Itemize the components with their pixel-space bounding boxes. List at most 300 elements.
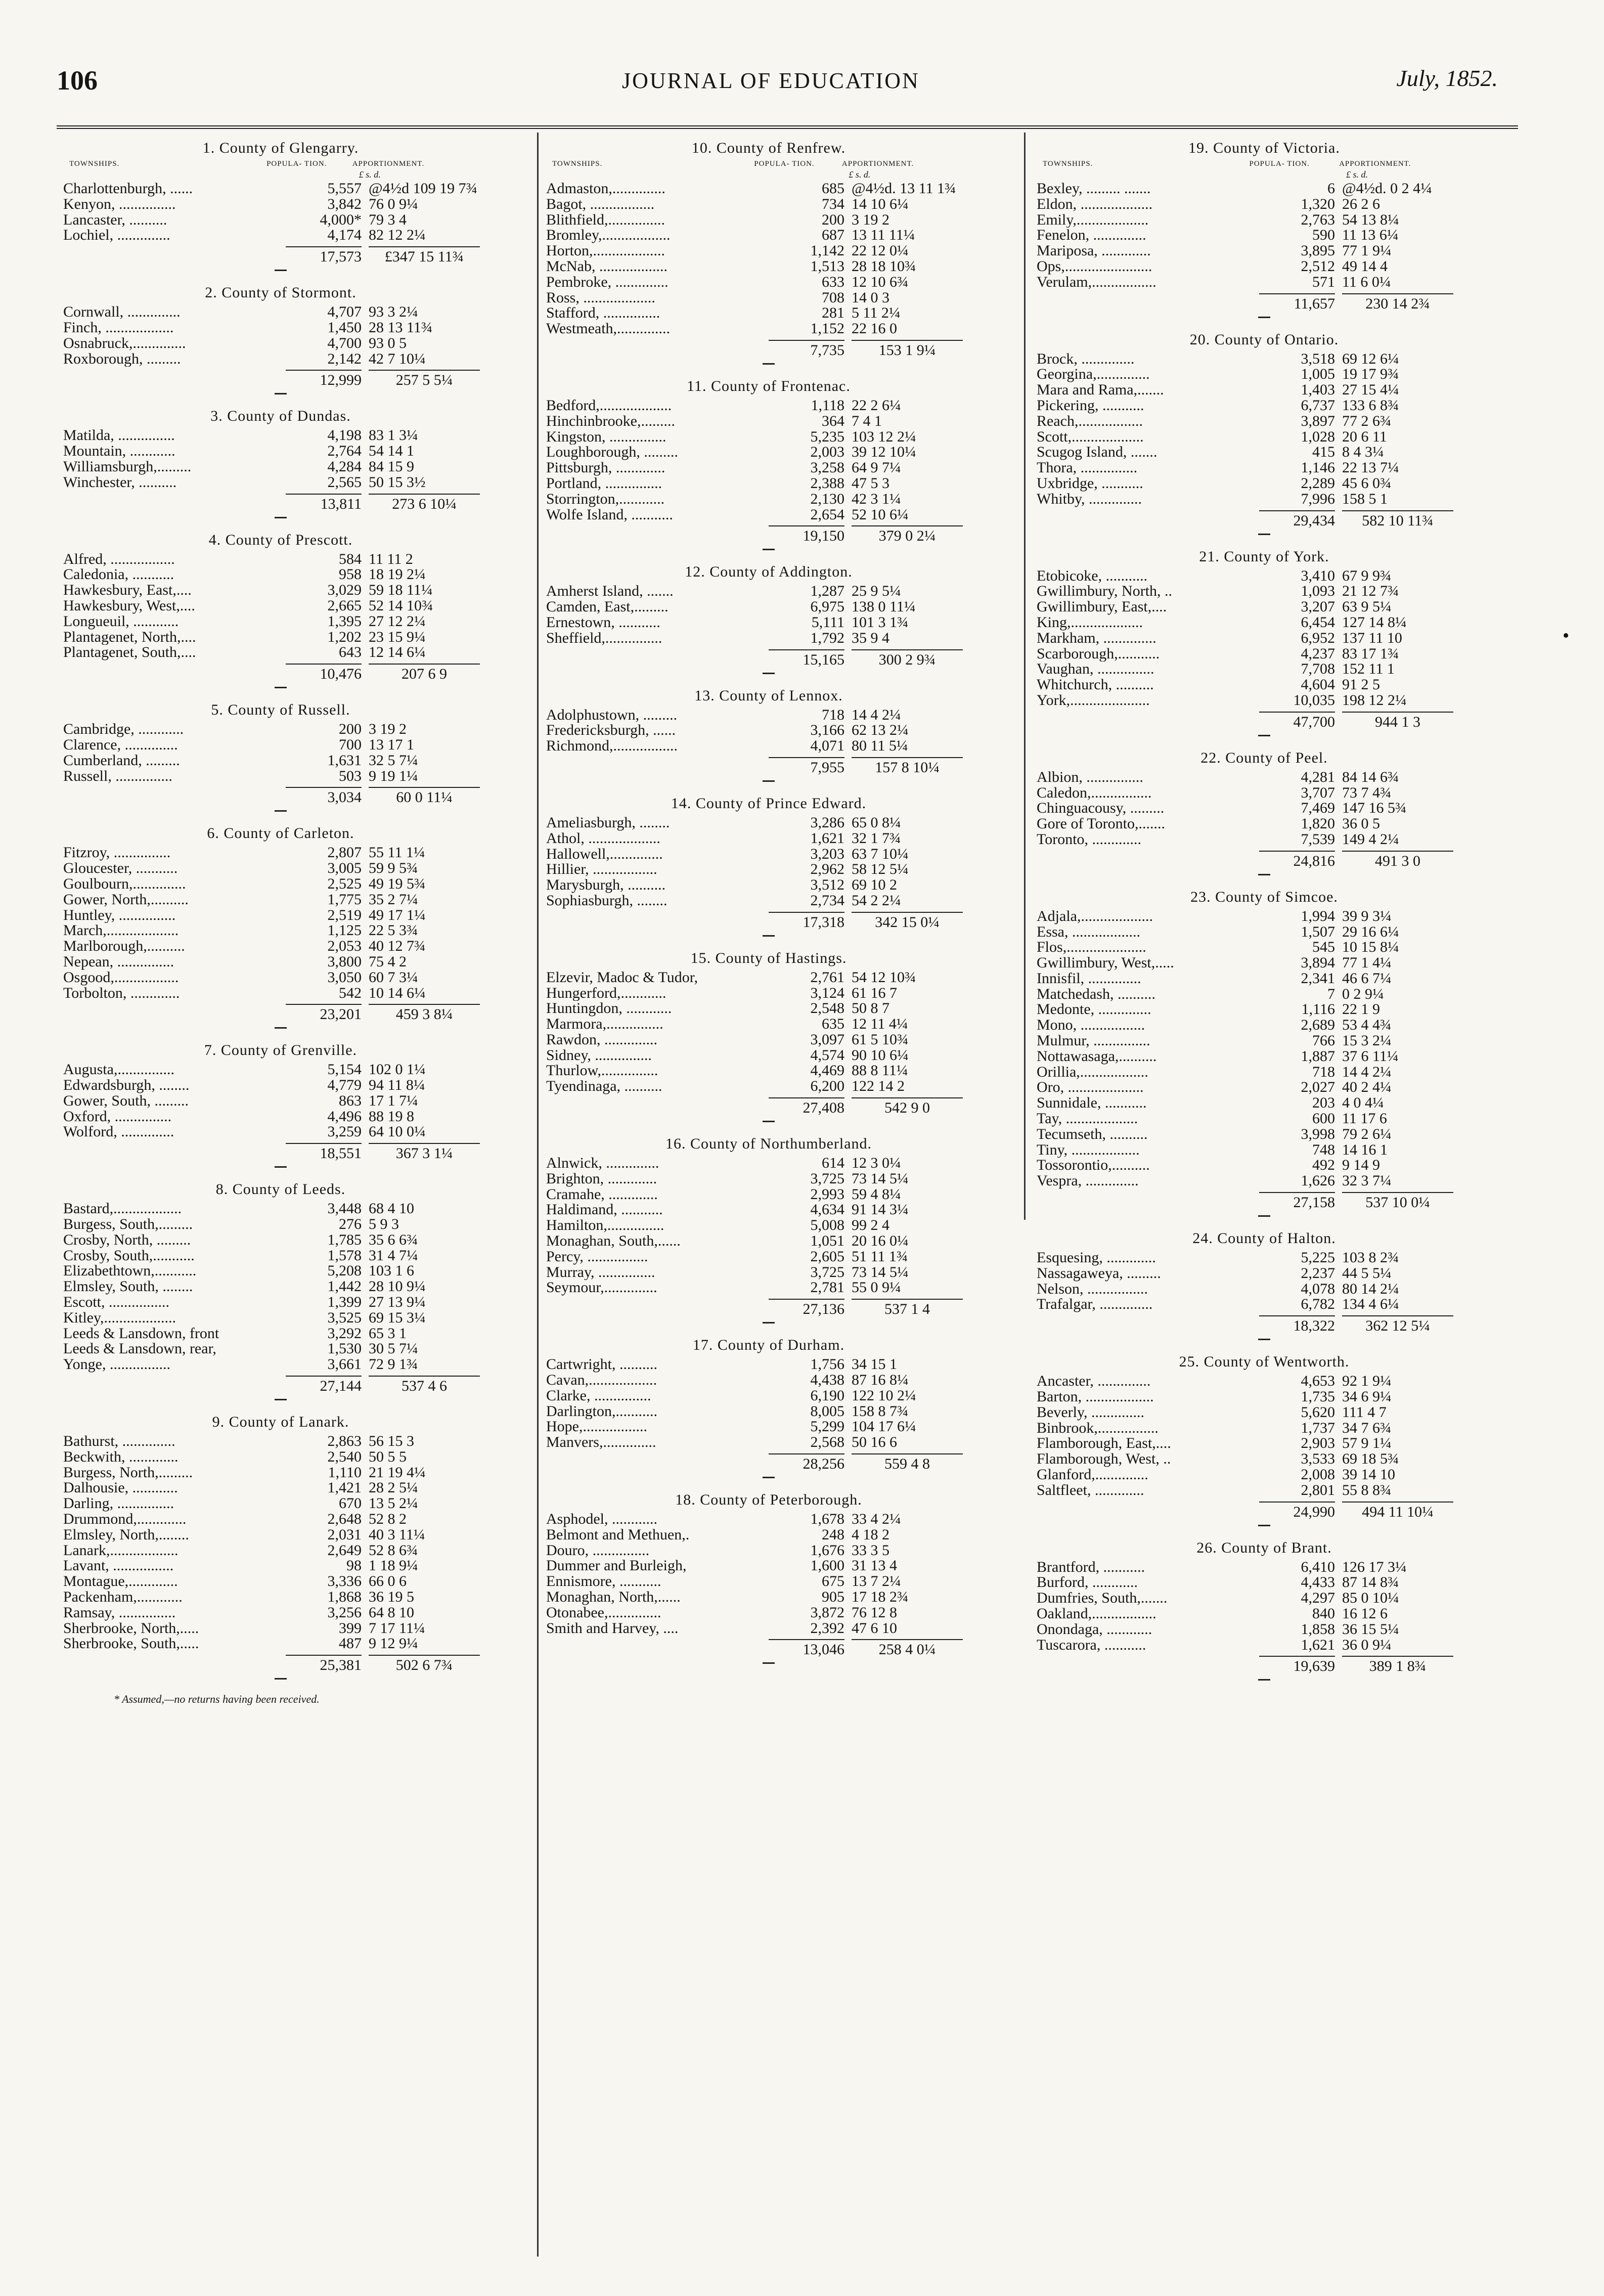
population-value: 1,631 bbox=[327, 752, 362, 769]
total-spacer bbox=[1037, 1502, 1259, 1521]
population-value: 1,125 bbox=[327, 922, 362, 939]
township-name: Cambridge, ............ bbox=[63, 722, 184, 737]
apportionment-value: 28 10 9¼ bbox=[369, 1279, 426, 1295]
population-value: 2,008 bbox=[1301, 1466, 1335, 1483]
apportionment-value: 17 1 7¼ bbox=[369, 1093, 418, 1109]
apportionment-value: 47 6 10 bbox=[852, 1620, 897, 1637]
apportionment-value: 79 3 4 bbox=[369, 212, 407, 228]
population-value: 2,548 bbox=[810, 1000, 844, 1017]
township-row bbox=[63, 304, 498, 320]
township-name: Gloucester, ........... bbox=[63, 861, 178, 876]
county-total bbox=[1037, 1192, 1492, 1211]
population-value: 2,130 bbox=[810, 490, 844, 507]
section-dash bbox=[1258, 1679, 1270, 1681]
population-value: 5,225 bbox=[1301, 1249, 1335, 1266]
township-row bbox=[63, 1449, 498, 1465]
apportionment-value: @4½d. 0 2 4¼ bbox=[1342, 181, 1432, 197]
total-apportionment: 258 4 0¼ bbox=[852, 1639, 963, 1658]
township-name: York,..................... bbox=[1037, 692, 1150, 709]
population-value: 2,761 bbox=[810, 968, 844, 986]
population-value: 1,507 bbox=[1301, 923, 1335, 940]
township-row bbox=[546, 1558, 991, 1574]
apportionment-value: 31 4 7¼ bbox=[369, 1248, 418, 1264]
township-name: Mara and Rama,....... bbox=[1037, 382, 1164, 398]
township-row bbox=[546, 1512, 991, 1527]
township-name: Amherst Island, ....... bbox=[546, 584, 674, 600]
township-name: Camden, East,......... bbox=[546, 599, 669, 615]
apportionment-value: 36 19 5 bbox=[369, 1589, 414, 1605]
township-name: Flamborough, West, .. bbox=[1037, 1451, 1171, 1468]
township-row bbox=[546, 1265, 991, 1281]
township-name: Beckwith, ............. bbox=[63, 1449, 179, 1465]
population-value: 635 bbox=[822, 1015, 844, 1033]
county-section bbox=[546, 378, 991, 550]
township-row bbox=[1037, 1606, 1492, 1622]
townships-heading: TOWNSHIPS. bbox=[69, 160, 120, 168]
population-value: 4,198 bbox=[327, 427, 362, 444]
currency-units-label: £ s. d. bbox=[1346, 169, 1368, 180]
township-name: Edwardsburgh, ........ bbox=[63, 1078, 190, 1093]
total-spacer bbox=[546, 649, 769, 669]
apportionment-value: 3 19 2 bbox=[852, 212, 889, 228]
apportionment-value: 76 12 8 bbox=[852, 1605, 897, 1621]
townships-heading: TOWNSHIPS. bbox=[1043, 160, 1093, 168]
township-row bbox=[546, 1435, 991, 1450]
county-title: 3. County of Dundas. bbox=[210, 408, 351, 425]
population-value: 614 bbox=[822, 1155, 844, 1172]
apportionment-value: 99 2 4 bbox=[852, 1218, 889, 1234]
township-name: King,................... bbox=[1037, 614, 1143, 631]
county-section bbox=[546, 795, 991, 937]
apportionment-value: 37 6 11¼ bbox=[1342, 1048, 1399, 1065]
apportionment-value: 75 4 2 bbox=[369, 954, 407, 970]
township-row bbox=[63, 1636, 498, 1652]
township-row bbox=[63, 630, 498, 645]
apportionment-value: 60 7 3¼ bbox=[369, 969, 418, 986]
township-row bbox=[1037, 351, 1492, 367]
apportionment-value: 77 2 6¾ bbox=[1342, 413, 1392, 429]
apportionment-value: 158 5 1 bbox=[1342, 491, 1388, 507]
township-name: Bromley,.................. bbox=[546, 228, 671, 244]
township-row bbox=[63, 1124, 498, 1140]
township-name: Belmont and Methuen,. bbox=[546, 1527, 690, 1543]
population-value: 2,763 bbox=[1301, 211, 1335, 228]
township-name: Asphodel, ............ bbox=[546, 1512, 657, 1527]
population-value: 2,237 bbox=[1301, 1264, 1335, 1282]
total-population: 13,811 bbox=[286, 494, 362, 513]
population-value: 503 bbox=[339, 767, 362, 784]
apportionment-value: 42 3 1¼ bbox=[852, 491, 901, 507]
apportionment-value: 111 4 7 bbox=[1342, 1404, 1387, 1421]
total-apportionment: 582 10 11¾ bbox=[1342, 510, 1453, 529]
apportionment-value: 33 3 5 bbox=[852, 1542, 889, 1559]
township-name: Oakland,................. bbox=[1037, 1606, 1156, 1622]
county-section bbox=[1037, 1230, 1492, 1340]
county-total bbox=[1037, 712, 1492, 731]
township-name: Etobicoke, ........... bbox=[1037, 568, 1148, 584]
apportionment-value: 9 14 9 bbox=[1342, 1158, 1380, 1174]
population-value: 3,725 bbox=[810, 1263, 844, 1281]
county-section bbox=[546, 1491, 991, 1664]
apportionment-value: 13 5 2¼ bbox=[369, 1496, 418, 1512]
population-value: 4,281 bbox=[1301, 768, 1335, 785]
township-name: Essa, .................. bbox=[1037, 924, 1140, 940]
population-value: 718 bbox=[822, 706, 844, 723]
township-name: Brantford, ........... bbox=[1037, 1559, 1145, 1575]
apportionment-value: 21 12 7¾ bbox=[1342, 584, 1399, 600]
township-name: Adolphustown, ......... bbox=[546, 707, 678, 723]
township-name: Fredericksburgh, ...... bbox=[546, 723, 676, 739]
apportionment-value: 65 3 1 bbox=[369, 1326, 407, 1342]
population-value: 2,648 bbox=[327, 1511, 362, 1528]
township-row bbox=[546, 615, 991, 631]
section-dash bbox=[1258, 317, 1270, 318]
apportionment-value: 21 19 4¼ bbox=[369, 1465, 426, 1481]
township-name: Percy, ................ bbox=[546, 1249, 648, 1265]
township-name: Scott,................... bbox=[1037, 429, 1144, 445]
township-row bbox=[63, 567, 498, 583]
population-value: 5,557 bbox=[327, 180, 362, 197]
apportionment-value: 103 8 2¾ bbox=[1342, 1250, 1399, 1266]
township-row bbox=[1037, 367, 1492, 382]
population-value: 590 bbox=[1312, 227, 1335, 244]
county-section bbox=[546, 1337, 991, 1478]
apportionment-value: 0 2 9¼ bbox=[1342, 986, 1384, 1002]
township-row bbox=[546, 847, 991, 862]
township-name: Mariposa, ............. bbox=[1037, 243, 1151, 259]
total-population: 12,999 bbox=[286, 370, 362, 389]
population-value: 1,513 bbox=[810, 257, 844, 275]
apportionment-value: 52 8 6¾ bbox=[369, 1542, 418, 1559]
township-row bbox=[1037, 1173, 1492, 1189]
township-row bbox=[1037, 1451, 1492, 1467]
township-name: Elzevir, Madoc & Tudor, bbox=[546, 969, 698, 986]
apportionment-value: 22 2 6¼ bbox=[852, 398, 901, 414]
total-spacer bbox=[63, 1655, 286, 1674]
township-name: Clarke, ............... bbox=[546, 1388, 651, 1404]
township-name: Barton, .................. bbox=[1037, 1389, 1154, 1405]
township-row bbox=[1037, 1142, 1492, 1158]
township-name: Montague,............. bbox=[63, 1574, 178, 1590]
township-row bbox=[1037, 1622, 1492, 1638]
apportionment-value: 3 19 2 bbox=[369, 722, 407, 737]
township-row bbox=[546, 970, 991, 986]
total-population: 19,150 bbox=[769, 525, 844, 545]
total-population: 7,735 bbox=[769, 340, 844, 359]
county-title: 25. County of Wentworth. bbox=[1179, 1353, 1350, 1371]
total-apportionment: 342 15 0¼ bbox=[852, 912, 963, 931]
township-name: Reach,................. bbox=[1037, 413, 1143, 429]
population-value: 3,518 bbox=[1301, 350, 1335, 367]
apportionment-value: 127 14 8¼ bbox=[1342, 614, 1407, 631]
population-value: 10,035 bbox=[1293, 691, 1335, 709]
apportionment-value: 14 10 6¼ bbox=[852, 196, 909, 212]
population-value: 3,256 bbox=[327, 1604, 362, 1621]
apportionment-value: 83 17 1¾ bbox=[1342, 646, 1399, 662]
total-apportionment: 389 1 8¾ bbox=[1342, 1656, 1453, 1675]
township-row bbox=[63, 753, 498, 769]
population-value: 2,689 bbox=[1301, 1017, 1335, 1034]
township-row bbox=[1037, 1127, 1492, 1142]
population-value: 700 bbox=[339, 736, 362, 753]
population-value: 2,605 bbox=[810, 1248, 844, 1265]
population-heading: POPULA- TION. bbox=[754, 160, 815, 168]
township-name: Cumberland, ......... bbox=[63, 753, 180, 769]
apportionment-value: 39 12 10¼ bbox=[852, 445, 916, 461]
township-row bbox=[546, 1187, 991, 1203]
apportionment-value: 44 5 5¼ bbox=[1342, 1265, 1392, 1282]
apportionment-value: 73 14 5¼ bbox=[852, 1264, 909, 1281]
column-headings bbox=[546, 160, 991, 168]
apportionment-value: 32 3 7¼ bbox=[1342, 1173, 1392, 1189]
township-name: Whitby, .............. bbox=[1037, 491, 1142, 507]
township-name: Medonte, .............. bbox=[1037, 1002, 1151, 1018]
county-section bbox=[1037, 140, 1492, 318]
apportionment-value: 61 16 7 bbox=[852, 985, 897, 1001]
township-name: Sophiasburgh, ........ bbox=[546, 893, 667, 909]
township-name: Vespra, .............. bbox=[1037, 1173, 1139, 1189]
total-apportionment: £347 15 11¾ bbox=[369, 246, 480, 266]
county-total bbox=[546, 757, 991, 776]
apportionment-value: 50 15 3½ bbox=[369, 474, 426, 491]
apportionment-value: 80 14 2¼ bbox=[1342, 1281, 1399, 1297]
apportionment-value: 158 8 7¾ bbox=[852, 1403, 909, 1420]
apportionment-value: 51 11 1¾ bbox=[852, 1249, 908, 1265]
township-row bbox=[546, 1404, 991, 1420]
township-row bbox=[63, 428, 498, 444]
township-name: Sheffield,............... bbox=[546, 630, 662, 646]
township-name: Leeds & Lansdown, front bbox=[63, 1326, 219, 1342]
apportionment-value: 9 12 9¼ bbox=[369, 1636, 418, 1652]
county-section bbox=[546, 687, 991, 782]
units-spacer bbox=[63, 169, 359, 180]
township-name: Darlington,........... bbox=[546, 1403, 657, 1420]
township-name: Goulbourn,.............. bbox=[63, 876, 186, 892]
apportionment-value: 34 7 6¾ bbox=[1342, 1420, 1392, 1436]
township-name: Ramsay, ............... bbox=[63, 1605, 176, 1621]
township-name: Scugog Island, ....... bbox=[1037, 445, 1157, 461]
township-name: Ops,....................... bbox=[1037, 258, 1152, 275]
apportionment-value: 45 6 0¾ bbox=[1342, 475, 1392, 492]
township-row bbox=[1037, 429, 1492, 445]
apportionment-value: 55 11 1¼ bbox=[369, 845, 425, 861]
township-name: Burford, ............ bbox=[1037, 1575, 1138, 1591]
population-value: 3,998 bbox=[1301, 1125, 1335, 1142]
population-value: 1,110 bbox=[328, 1464, 362, 1481]
population-value: 4,297 bbox=[1301, 1589, 1335, 1607]
township-name: Hillier, ................. bbox=[546, 862, 657, 878]
township-row bbox=[1037, 398, 1492, 414]
apportionment-value: 57 9 1¼ bbox=[1342, 1436, 1392, 1452]
population-value: 633 bbox=[822, 273, 844, 290]
total-population: 27,144 bbox=[286, 1376, 362, 1395]
population-value: 1,868 bbox=[327, 1588, 362, 1606]
township-row bbox=[1037, 460, 1492, 476]
township-name: Kenyon, ............... bbox=[63, 196, 176, 212]
total-spacer bbox=[63, 370, 286, 389]
township-row bbox=[546, 1032, 991, 1048]
population-value: 1,626 bbox=[1301, 1172, 1335, 1189]
township-name: Caledon,................ bbox=[1037, 785, 1152, 801]
apportionment-value: 126 17 3¼ bbox=[1342, 1559, 1407, 1575]
county-section bbox=[1037, 548, 1492, 736]
township-name: Longueuil, ............ bbox=[63, 613, 179, 630]
apportionment-value: 67 9 9¾ bbox=[1342, 568, 1392, 584]
population-value: 748 bbox=[1312, 1141, 1335, 1158]
county-total bbox=[1037, 1502, 1492, 1521]
township-name: Wolfe Island, ........... bbox=[546, 507, 673, 523]
population-value: 6,952 bbox=[1301, 629, 1335, 646]
township-row bbox=[1037, 599, 1492, 615]
township-row bbox=[1037, 1065, 1492, 1080]
township-row bbox=[546, 1218, 991, 1233]
township-name: Sherbrooke, North,..... bbox=[63, 1620, 199, 1637]
township-row bbox=[63, 1248, 498, 1264]
apportionment-value: 102 0 1¼ bbox=[369, 1062, 426, 1078]
township-row bbox=[1037, 1421, 1492, 1436]
apportionment-value: 73 14 5¼ bbox=[852, 1171, 909, 1187]
column-separator bbox=[1024, 133, 1026, 1220]
population-value: 1,676 bbox=[810, 1541, 844, 1559]
township-row bbox=[63, 1434, 498, 1449]
township-row bbox=[546, 1156, 991, 1171]
township-row bbox=[1037, 212, 1492, 228]
total-spacer bbox=[546, 757, 769, 776]
township-name: Hamilton,............... bbox=[546, 1218, 664, 1234]
county-section bbox=[63, 701, 498, 812]
apportionment-value: 77 1 9¼ bbox=[1342, 243, 1392, 259]
apportionment-value: 66 0 6 bbox=[369, 1574, 407, 1590]
apportionment-value: 133 6 8¾ bbox=[1342, 398, 1399, 414]
county-total bbox=[546, 1639, 991, 1658]
population-value: 2,781 bbox=[810, 1279, 844, 1296]
township-name: Wolford, .............. bbox=[63, 1124, 174, 1140]
township-name: Crosby, South,........... bbox=[63, 1248, 195, 1264]
township-row bbox=[63, 1480, 498, 1496]
population-value: 670 bbox=[339, 1495, 362, 1512]
section-dash bbox=[1258, 1339, 1270, 1340]
county-title: 19. County of Victoria. bbox=[1188, 140, 1340, 156]
population-value: 5,008 bbox=[810, 1217, 844, 1234]
apportionment-value: 12 10 6¾ bbox=[852, 274, 909, 290]
county-total bbox=[63, 1143, 498, 1162]
township-row bbox=[546, 877, 991, 893]
township-name: Oxford, ............... bbox=[63, 1109, 172, 1125]
township-row bbox=[63, 1574, 498, 1589]
total-apportionment: 944 1 3 bbox=[1342, 712, 1453, 731]
township-name: Tyendinaga, .......... bbox=[546, 1079, 662, 1095]
apportionment-value: 80 11 5¼ bbox=[852, 738, 908, 754]
apportionment-value: 137 11 10 bbox=[1342, 630, 1402, 646]
population-value: 1,887 bbox=[1301, 1047, 1335, 1065]
apportionment-value: 34 15 1 bbox=[852, 1357, 897, 1373]
apportionment-value: 79 2 6¼ bbox=[1342, 1126, 1392, 1142]
population-value: 2,568 bbox=[810, 1434, 844, 1451]
population-value: 4,237 bbox=[1301, 645, 1335, 662]
township-row bbox=[63, 197, 498, 212]
township-row bbox=[1037, 1560, 1492, 1575]
county-title: 24. County of Halton. bbox=[1192, 1230, 1336, 1247]
township-name: Matchedash, .......... bbox=[1037, 986, 1155, 1002]
apportionment-value: 55 0 9¼ bbox=[852, 1280, 901, 1296]
township-row bbox=[1037, 1033, 1492, 1049]
population-heading: POPULA- TION. bbox=[1249, 160, 1310, 168]
apportionment-value: 54 14 1 bbox=[369, 444, 414, 459]
population-value: 3,894 bbox=[1301, 954, 1335, 972]
county-total bbox=[546, 1097, 991, 1117]
population-value: 905 bbox=[822, 1588, 844, 1606]
township-name: Gower, South, ......... bbox=[63, 1093, 189, 1109]
section-dash bbox=[1258, 1215, 1270, 1217]
township-row bbox=[546, 1621, 991, 1637]
township-row bbox=[1037, 1575, 1492, 1591]
population-value: 958 bbox=[339, 566, 362, 583]
county-title: 23. County of Simcoe. bbox=[1190, 888, 1338, 905]
section-dash bbox=[275, 393, 287, 394]
population-value: 2,734 bbox=[810, 892, 844, 909]
township-name: Ancaster, .............. bbox=[1037, 1374, 1151, 1390]
township-row bbox=[1037, 1002, 1492, 1018]
apportionment-value: 36 0 5 bbox=[1342, 816, 1380, 832]
township-name: Admaston,.............. bbox=[546, 181, 665, 197]
total-population: 29,434 bbox=[1259, 510, 1335, 529]
township-row bbox=[1037, 1266, 1492, 1282]
apportionment-heading: APPORTIONMENT. bbox=[1339, 160, 1411, 168]
population-value: 2,654 bbox=[810, 506, 844, 523]
total-spacer bbox=[1037, 1315, 1259, 1335]
township-name: McNab, .................. bbox=[546, 258, 667, 275]
column-headings bbox=[63, 160, 498, 168]
apportionment-value: 22 13 7¼ bbox=[1342, 460, 1399, 476]
population-value: 1,093 bbox=[1301, 583, 1335, 600]
township-name: Gwillimbury, North, .. bbox=[1037, 584, 1173, 600]
township-row bbox=[63, 1543, 498, 1559]
apportionment-value: 22 16 0 bbox=[852, 321, 897, 337]
population-value: 1,116 bbox=[1301, 1001, 1335, 1018]
county-section bbox=[63, 140, 498, 271]
total-population: 3,034 bbox=[286, 787, 362, 806]
township-row bbox=[63, 737, 498, 753]
apportionment-value: 30 5 7¼ bbox=[369, 1341, 418, 1357]
total-apportionment: 300 2 9¾ bbox=[852, 649, 963, 669]
section-dash bbox=[275, 1166, 287, 1168]
township-name: Plantagenet, South,.... bbox=[63, 645, 196, 661]
apportionment-value: 147 16 5¾ bbox=[1342, 801, 1407, 817]
township-row bbox=[63, 181, 498, 197]
county-total bbox=[1037, 1315, 1492, 1335]
township-row bbox=[546, 460, 991, 476]
township-name: Orillia,.................. bbox=[1037, 1064, 1148, 1080]
population-value: 3,029 bbox=[327, 582, 362, 599]
township-row bbox=[1037, 1591, 1492, 1606]
apportionment-value: 32 1 7¾ bbox=[852, 830, 901, 847]
apportionment-value: 12 11 4¼ bbox=[852, 1017, 908, 1032]
total-spacer bbox=[1037, 851, 1259, 870]
township-name: Alnwick, .............. bbox=[546, 1156, 659, 1171]
township-row bbox=[63, 1341, 498, 1357]
total-population: 15,165 bbox=[769, 649, 844, 669]
population-value: 571 bbox=[1312, 273, 1335, 290]
total-spacer bbox=[546, 340, 769, 359]
township-row bbox=[63, 939, 498, 954]
population-value: 2,540 bbox=[327, 1448, 362, 1465]
township-row bbox=[546, 321, 991, 337]
apportionment-value: 13 7 2¼ bbox=[852, 1574, 901, 1590]
population-value: 3,512 bbox=[810, 876, 844, 894]
township-row bbox=[1037, 1405, 1492, 1421]
township-name: Whitchurch, .......... bbox=[1037, 677, 1154, 693]
county-section bbox=[1037, 749, 1492, 875]
